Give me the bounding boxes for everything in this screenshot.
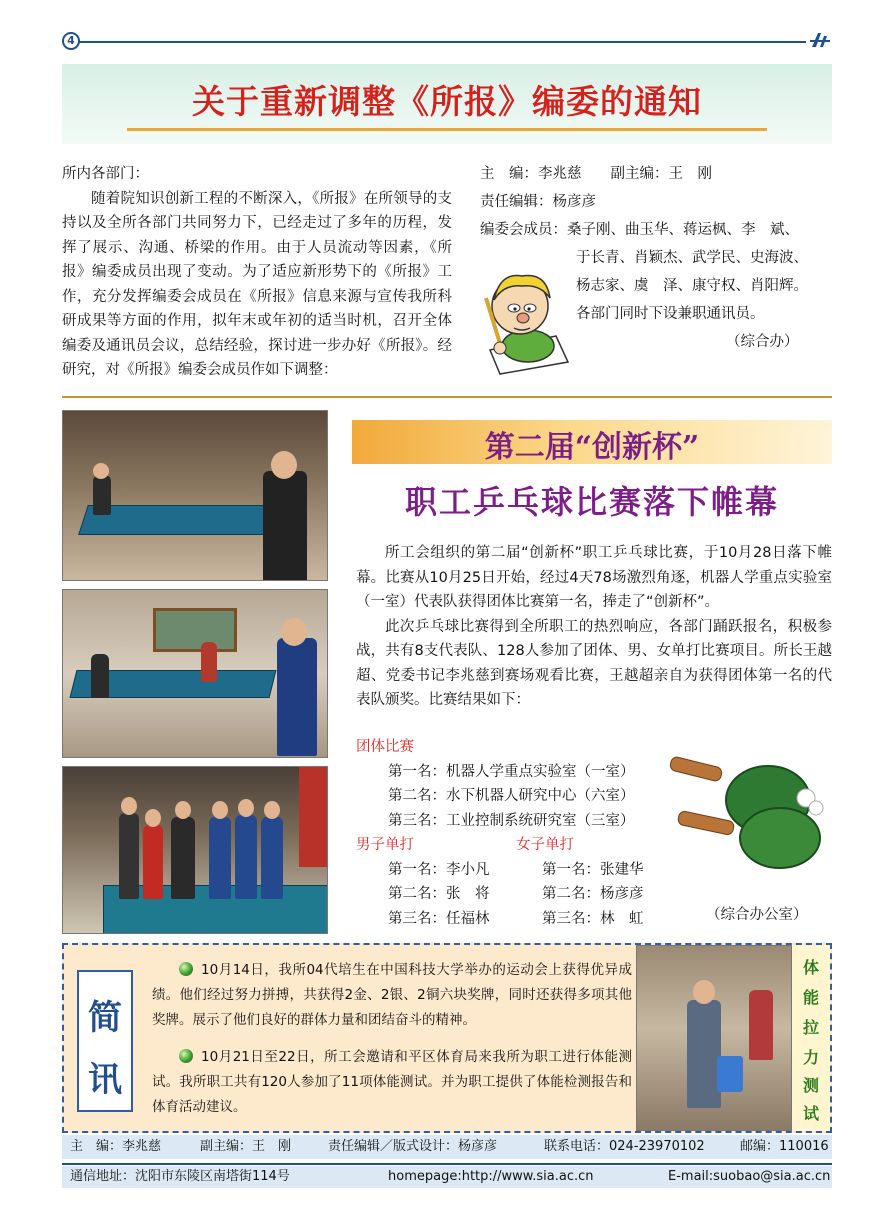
men-result-3: 第三名：任福林: [388, 910, 490, 927]
footer-design: 责任编辑／版式设计：杨彦彦: [328, 1139, 498, 1154]
news-label: [77, 970, 133, 1112]
board-members-line3: 杨志家、虞 泽、康守权、肖阳辉。: [576, 278, 808, 294]
men-result-2: 第二名：张 将: [388, 886, 490, 902]
men-result-1: 第一名：李小凡: [388, 861, 490, 878]
page-number: 4: [62, 32, 80, 50]
footer-rule: [62, 1163, 832, 1165]
board-members: 编委会成员：桑子刚、曲玉华、蒋运枫、李 斌、: [480, 222, 799, 238]
notice-body: [62, 162, 452, 383]
article-title-line2: 职工乒乓球比赛落下帷幕: [404, 483, 779, 521]
fitness-side-label: [792, 945, 830, 1131]
bullet-icon: [179, 962, 193, 976]
footer-postcode: 邮编：110016: [740, 1139, 829, 1154]
footer-address: 通信地址：沈阳市东陵区南塔街114号: [70, 1169, 290, 1184]
article-signoff: （综合办公室）: [706, 907, 808, 923]
women-result-1: 第一名：张建华: [542, 861, 644, 878]
footer-contact: [62, 1166, 832, 1188]
news-text: [152, 958, 632, 1132]
footer-chief: 主 编：李兆慈: [70, 1139, 162, 1154]
board-signoff: （综合办）: [726, 334, 799, 350]
bullet-icon: [179, 1049, 193, 1063]
section-divider: [62, 396, 832, 398]
cartoon-writer-icon: [470, 258, 574, 376]
board-members-line4: 各部门同时下设兼职通讯员。: [576, 306, 765, 322]
footer-homepage-link[interactable]: homepage:http://www.sia.ac.cn: [388, 1169, 594, 1184]
women-result-3: 第三名：林 虹: [542, 910, 644, 927]
footer-deputy: 副主编：王 刚: [200, 1139, 292, 1154]
board-chief: 主 编：李兆慈 副主编：王 刚: [480, 166, 712, 182]
women-heading: 女子单打: [516, 837, 574, 853]
men-heading: 男子单打: [356, 837, 414, 853]
notice-paragraph: 随着院知识创新工程的不断深入，《所报》在所领导的支持以及全所各部门共同努力下，已经走过了多年的历程，发挥了展示、沟通、桥梁的作用。由于人员流动等因素，《所报》编委成员出现了变动。为了适应新形势下的《所报》工作，充分发挥编委会成员在《所报》信息来源与宣传我所科研成果等方面的作用，拟年末或年初的适当时机，召开全体编委及通讯员会议，总结经验，探讨进一步办好《所报》。经研究，对《所报》编委会成员作如下调整：: [62, 190, 452, 378]
article-paragraph-2: 此次乒乓球比赛得到全所职工的热烈响应，各部门踊跃报名，积极参战，共有8支代表队、128人参加了团体、男、女单打比赛项目。所长王越超、党委书记李兆慈到赛场观看比赛，王越超亲自为获得团体第一名的代表队颁奖。比赛结果如下：: [356, 618, 832, 708]
photo-match-play: [62, 410, 328, 581]
team-heading: 团体比赛: [356, 739, 414, 755]
photo-fitness-test: [636, 945, 792, 1131]
notice-salutation: 所内各部门：: [62, 166, 149, 182]
news-label-char-2: 讯: [88, 1060, 122, 1100]
photo-award-team: [62, 766, 328, 934]
footer-email-link[interactable]: E-mail:suobao@sia.ac.cn: [668, 1169, 831, 1184]
article-body: [356, 541, 832, 713]
title-underline: [127, 128, 767, 131]
paddles-icon: [668, 752, 828, 870]
team-result-1: 第一名：机器人学重点实验室（一室）: [388, 763, 635, 780]
news-item-1: 10月14日，我所04代培生在中国科技大学举办的运动会上获得优异成绩。他们经过努力拼搏，共获得2金、2银、2铜六块奖牌，同时还获得多项其他奖牌。展示了他们良好的群体力量和团结奋斗的精神。: [152, 962, 632, 1028]
side-label-char: 能: [802, 988, 819, 1007]
women-result-2: 第二名：杨彦彦: [542, 886, 644, 902]
news-item-2: 10月21日至22日，所工会邀请和平区体育局来我所为职工进行体能测试。我所职工共有120人参加了11项体能测试。并为职工提供了体能检测报告和体育活动建议。: [152, 1049, 632, 1115]
team-result-2: 第二名：水下机器人研究中心（六室）: [388, 788, 635, 804]
team-result-3: 第三名：工业控制系统研究室（三室）: [388, 812, 635, 829]
footer-phone: 联系电话：024-23970102: [544, 1139, 705, 1154]
side-label-char: 测: [802, 1076, 819, 1095]
side-label-char: 体: [802, 958, 819, 977]
article-title-line1: 第二届“创新杯”: [484, 430, 700, 465]
footer-masthead: [62, 1135, 832, 1159]
photo-serve: [62, 589, 328, 758]
notice-title: 关于重新调整《所报》编委的通知: [192, 82, 702, 121]
news-label-char-1: 简: [88, 998, 122, 1038]
side-label-char: 拉: [802, 1018, 819, 1037]
side-label-char: 试: [802, 1104, 819, 1123]
side-label-char: 力: [802, 1048, 819, 1067]
board-editor: 责任编辑：杨彦彦: [480, 194, 596, 210]
board-members-line2: 于长青、肖颖杰、武学民、史海波、: [576, 250, 808, 266]
article-paragraph-1: 所工会组织的第二届“创新杯”职工乒乓球比赛，于10月28日落下帷幕。比赛从10月25日开始，经过4天78场激烈角逐，机器人学重点实验室（一室）代表队获得团体比赛第一名，捧走了“创新杯”。: [356, 545, 832, 610]
header-rule: [78, 41, 806, 43]
sia-logo-icon: [808, 30, 832, 50]
